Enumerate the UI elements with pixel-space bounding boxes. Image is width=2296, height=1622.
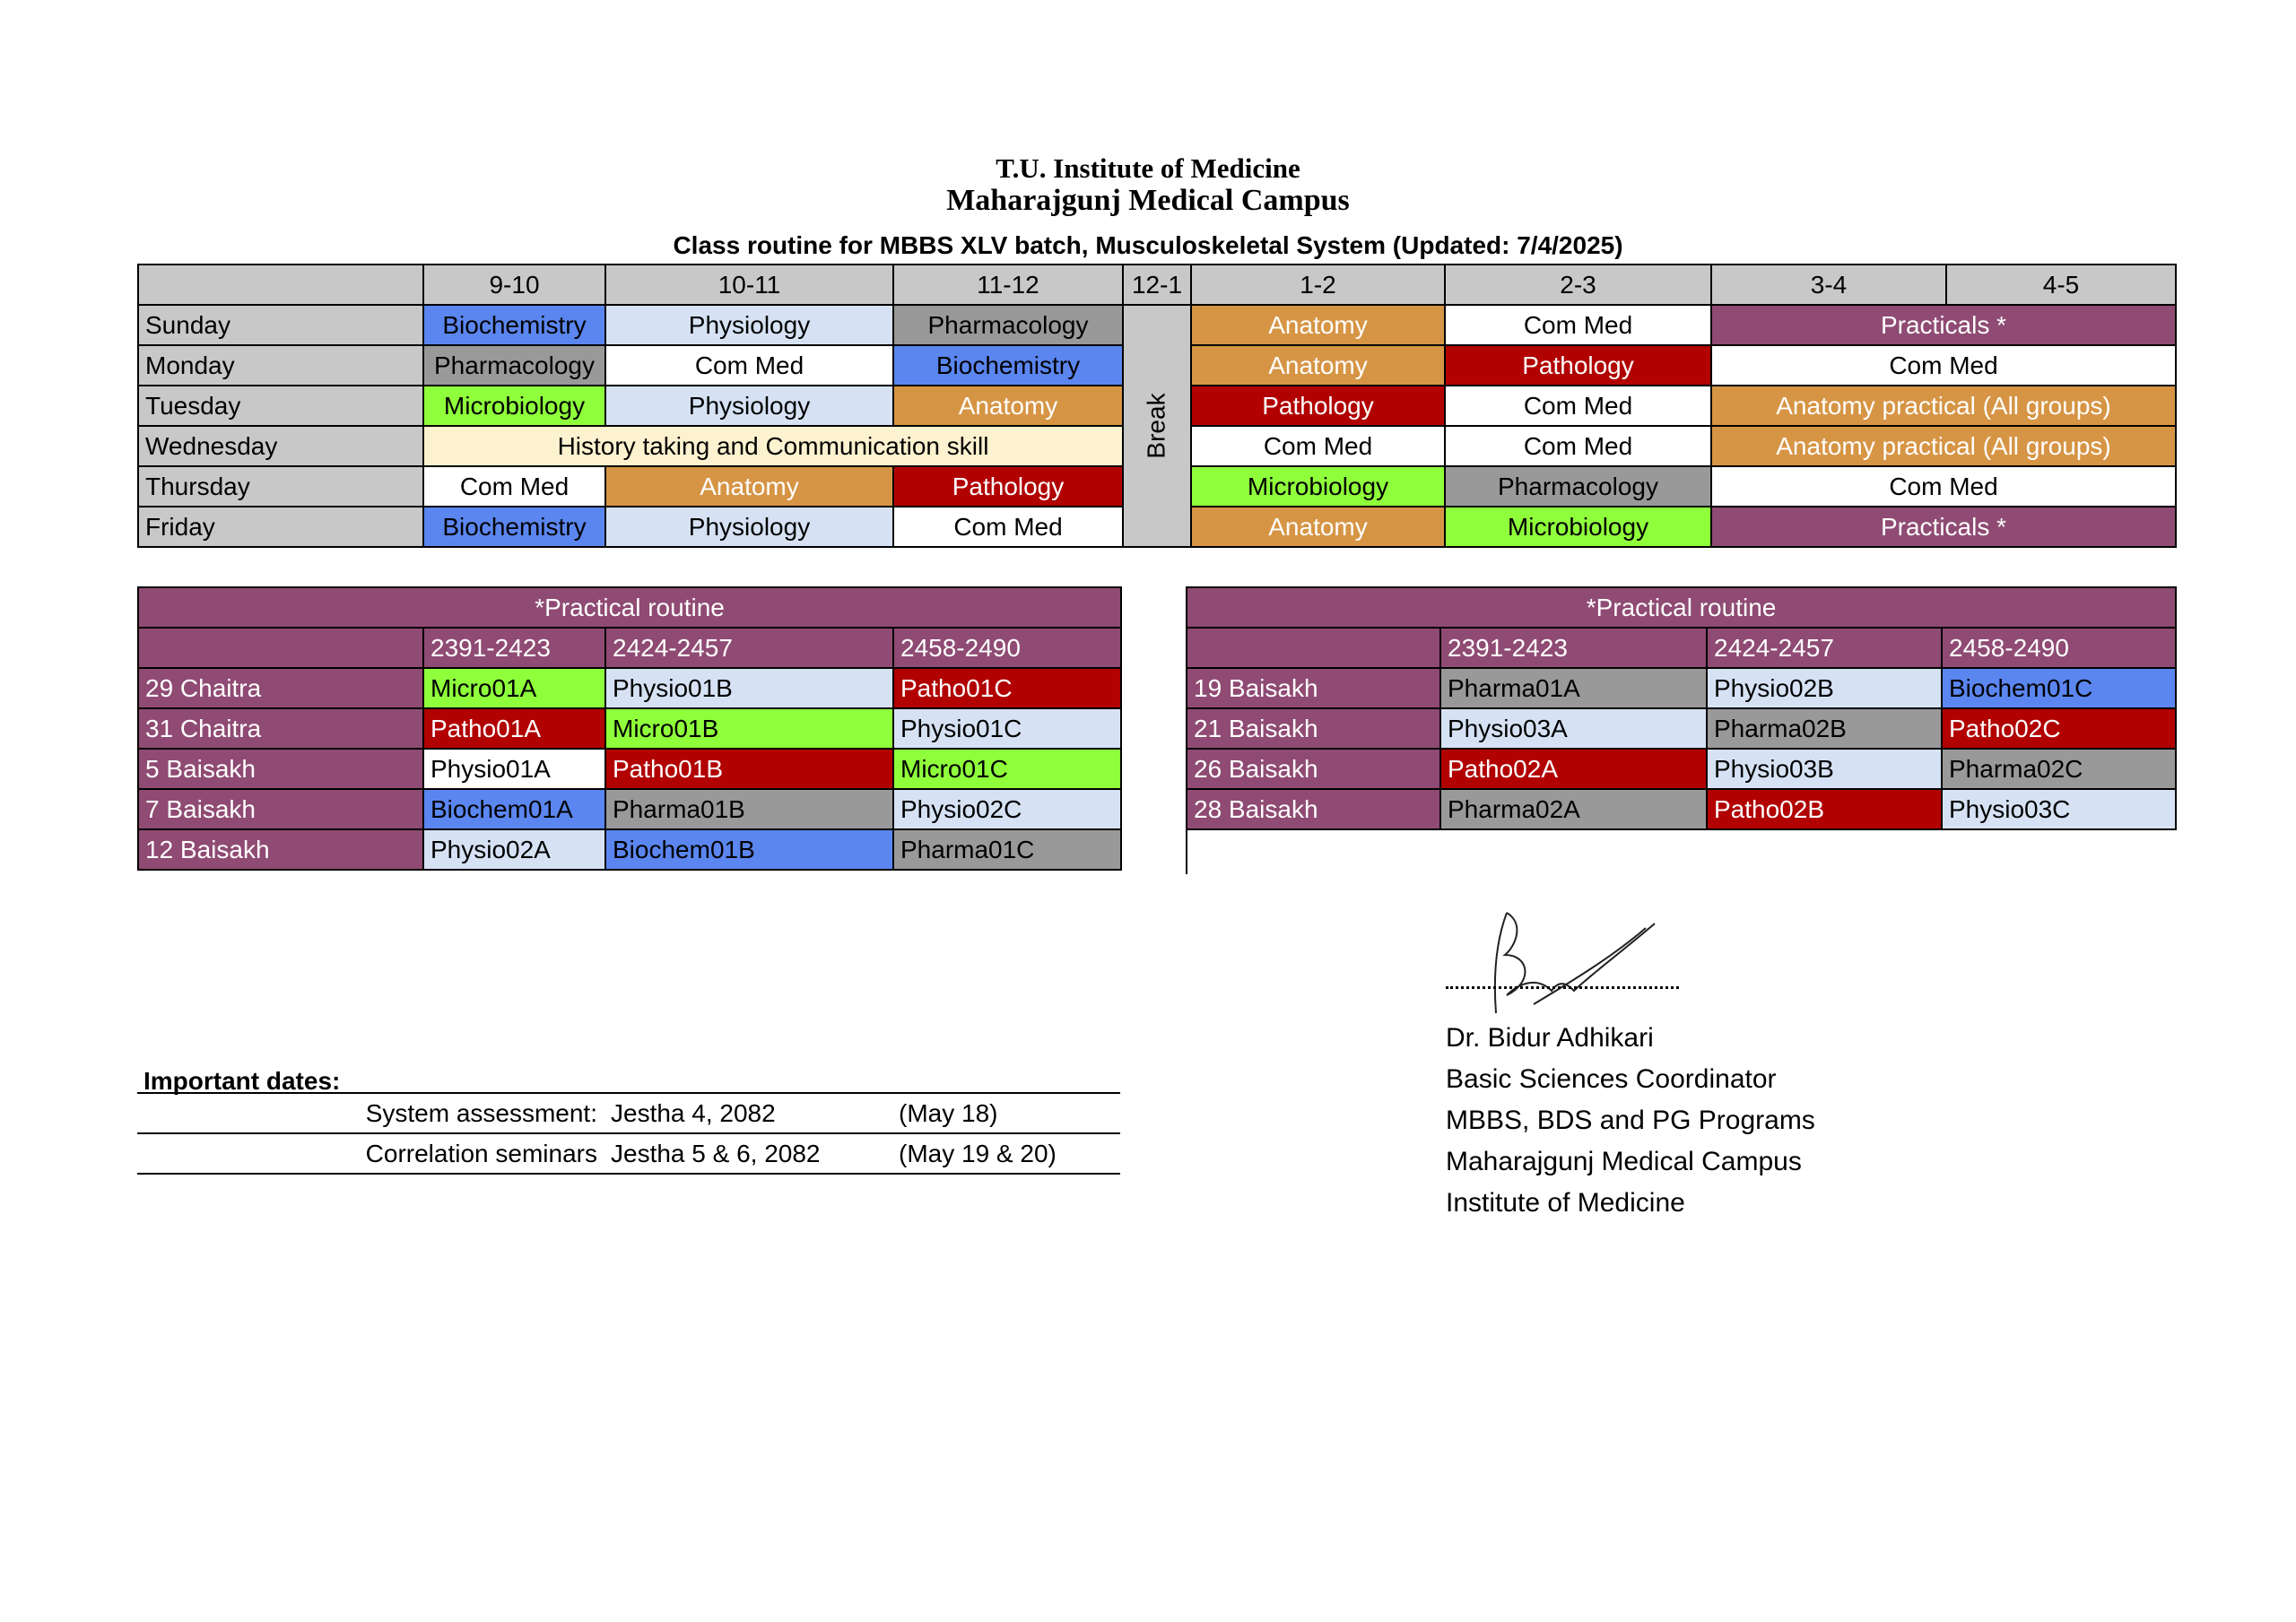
class-cell: Anatomy practical (All groups) xyxy=(1711,426,2176,466)
class-cell: Microbiology xyxy=(423,386,605,426)
class-cell: Biochemistry xyxy=(423,507,605,547)
practical-date: 28 Baisakh xyxy=(1187,789,1440,829)
practical-row xyxy=(138,708,1121,749)
class-cell: Com Med xyxy=(423,466,605,507)
class-routine-table xyxy=(137,264,2177,548)
important-dates-table xyxy=(137,1092,1120,1175)
class-cell: Com Med xyxy=(1191,426,1445,466)
group-corner xyxy=(138,628,423,668)
corner-cell xyxy=(138,265,423,305)
practical-routine-right xyxy=(1186,586,2177,830)
class-cell: Pharmacology xyxy=(1445,466,1711,507)
practical-date: 29 Chaitra xyxy=(138,668,423,708)
practical-date: 5 Baisakh xyxy=(138,749,423,789)
group-header-row xyxy=(1187,628,2176,668)
class-cell: Physiology xyxy=(605,386,893,426)
slot-header: 1-2 xyxy=(1191,265,1445,305)
practical-row xyxy=(1187,708,2176,749)
practical-cell: Biochem01C xyxy=(1942,668,2176,708)
group-header-row xyxy=(138,628,1121,668)
date-label: System assessment: xyxy=(365,1098,597,1127)
class-cell: Com Med xyxy=(893,507,1123,547)
day-label: Sunday xyxy=(138,305,423,345)
practical-cell: Physio03C xyxy=(1942,789,2176,829)
signatory-programs: MBBS, BDS and PG Programs xyxy=(1446,1106,1815,1135)
class-cell: Physiology xyxy=(605,305,893,345)
class-cell: Practicals * xyxy=(1711,305,2176,345)
class-cell: Microbiology xyxy=(1445,507,1711,547)
class-cell: Com Med xyxy=(1711,466,2176,507)
practical-cell: Patho01A xyxy=(423,708,605,749)
practical-date: 31 Chaitra xyxy=(138,708,423,749)
practical-cell: Physio02B xyxy=(1707,668,1942,708)
class-cell: Anatomy xyxy=(605,466,893,507)
practical-row xyxy=(138,668,1121,708)
slot-header: 10-11 xyxy=(605,265,893,305)
routine-title: Class routine for MBBS XLV batch, Musculoskeletal System (Updated: 7/4/2025) xyxy=(673,231,1623,259)
practical-cell: Patho02B xyxy=(1707,789,1942,829)
signature-image xyxy=(1453,906,1776,1022)
class-cell: Practicals * xyxy=(1711,507,2176,547)
practical-cell: Physio02C xyxy=(893,789,1121,829)
time-header-row xyxy=(138,265,2176,305)
date-row xyxy=(137,1093,1120,1133)
signature-line xyxy=(1446,986,1679,989)
day-row-sunday xyxy=(138,305,2176,345)
class-cell: Biochemistry xyxy=(893,345,1123,386)
class-cell: Com Med xyxy=(1445,386,1711,426)
date-row xyxy=(137,1133,1120,1174)
practical-date: 21 Baisakh xyxy=(1187,708,1440,749)
class-cell: Pharmacology xyxy=(893,305,1123,345)
signatory-institute: Institute of Medicine xyxy=(1446,1188,1685,1218)
class-cell: Anatomy xyxy=(1191,507,1445,547)
class-cell: Anatomy xyxy=(893,386,1123,426)
practical-cell: Physio03B xyxy=(1707,749,1942,789)
group-header: 2391-2423 xyxy=(1440,628,1707,668)
day-label: Monday xyxy=(138,345,423,386)
practical-cell: Physio03A xyxy=(1440,708,1707,749)
day-label: Tuesday xyxy=(138,386,423,426)
class-cell: Com Med xyxy=(1711,345,2176,386)
class-cell: Com Med xyxy=(1445,426,1711,466)
practical-cell: Patho02A xyxy=(1440,749,1707,789)
slot-header: 9-10 xyxy=(423,265,605,305)
break-cell xyxy=(1123,305,1191,547)
class-cell: Pathology xyxy=(893,466,1123,507)
class-cell: History taking and Communication skill xyxy=(423,426,1123,466)
group-header: 2458-2490 xyxy=(1942,628,2176,668)
break-label: Break xyxy=(1143,393,1170,459)
practical-cell: Pharma01A xyxy=(1440,668,1707,708)
practical-row xyxy=(1187,668,2176,708)
practical-cell: Micro01A xyxy=(423,668,605,708)
practical-row xyxy=(138,789,1121,829)
slot-header: 12-1 xyxy=(1123,265,1191,305)
class-cell: Com Med xyxy=(605,345,893,386)
column-divider xyxy=(1186,829,1187,874)
practical-cell: Physio01B xyxy=(605,668,893,708)
class-cell: Pharmacology xyxy=(423,345,605,386)
practical-cell: Physio01C xyxy=(893,708,1121,749)
practical-cell: Pharma02A xyxy=(1440,789,1707,829)
nepali-date: Jestha 4, 2082 xyxy=(611,1098,776,1127)
english-date: (May 18) xyxy=(899,1098,998,1127)
slot-header: 3-4 xyxy=(1711,265,1946,305)
practical-date: 7 Baisakh xyxy=(138,789,423,829)
practical-cell: Biochem01B xyxy=(605,829,893,870)
day-label: Friday xyxy=(138,507,423,547)
practical-cell: Micro01C xyxy=(893,749,1121,789)
date-label: Correlation seminars xyxy=(365,1139,597,1167)
practical-row xyxy=(138,749,1121,789)
practical-row xyxy=(1187,749,2176,789)
practical-title: *Practical routine xyxy=(1187,587,2176,628)
class-cell: Anatomy xyxy=(1191,345,1445,386)
signatory-block xyxy=(1446,1018,1815,1224)
important-dates-title: Important dates: xyxy=(144,1067,341,1095)
group-header: 2458-2490 xyxy=(893,628,1121,668)
class-cell: Physiology xyxy=(605,507,893,547)
day-label: Wednesday xyxy=(138,426,423,466)
practical-cell: Pharma02C xyxy=(1942,749,2176,789)
practical-cell: Patho01B xyxy=(605,749,893,789)
practical-cell: Pharma02B xyxy=(1707,708,1942,749)
signatory-campus: Maharajgunj Medical Campus xyxy=(1446,1147,1802,1176)
practical-date: 19 Baisakh xyxy=(1187,668,1440,708)
class-cell: Pathology xyxy=(1445,345,1711,386)
practical-cell: Pharma01C xyxy=(893,829,1121,870)
group-header: 2391-2423 xyxy=(423,628,605,668)
practical-date: 26 Baisakh xyxy=(1187,749,1440,789)
slot-header: 11-12 xyxy=(893,265,1123,305)
class-cell: Anatomy xyxy=(1191,305,1445,345)
institute-name: T.U. Institute of Medicine xyxy=(996,152,1300,184)
practical-routine-left xyxy=(137,586,1122,871)
day-label: Thursday xyxy=(138,466,423,507)
practical-cell: Pharma01B xyxy=(605,789,893,829)
practical-cell: Physio02A xyxy=(423,829,605,870)
class-cell: Microbiology xyxy=(1191,466,1445,507)
group-corner xyxy=(1187,628,1440,668)
class-cell: Com Med xyxy=(1445,305,1711,345)
practical-row xyxy=(1187,789,2176,829)
practical-date: 12 Baisakh xyxy=(138,829,423,870)
practical-cell: Patho02C xyxy=(1942,708,2176,749)
nepali-date: Jestha 5 & 6, 2082 xyxy=(611,1139,821,1167)
practical-cell: Micro01B xyxy=(605,708,893,749)
group-header: 2424-2457 xyxy=(605,628,893,668)
class-cell: Biochemistry xyxy=(423,305,605,345)
practical-cell: Physio01A xyxy=(423,749,605,789)
signatory-name: Dr. Bidur Adhikari xyxy=(1446,1023,1654,1053)
class-cell: Anatomy practical (All groups) xyxy=(1711,386,2176,426)
practical-cell: Biochem01A xyxy=(423,789,605,829)
class-cell: Pathology xyxy=(1191,386,1445,426)
campus-name: Maharajgunj Medical Campus xyxy=(946,184,1350,217)
signatory-role: Basic Sciences Coordinator xyxy=(1446,1064,1777,1094)
slot-header: 4-5 xyxy=(1946,265,2176,305)
practical-title: *Practical routine xyxy=(138,587,1121,628)
practical-cell: Patho01C xyxy=(893,668,1121,708)
slot-header: 2-3 xyxy=(1445,265,1711,305)
english-date: (May 19 & 20) xyxy=(899,1139,1057,1167)
practical-row xyxy=(138,829,1121,870)
group-header: 2424-2457 xyxy=(1707,628,1942,668)
